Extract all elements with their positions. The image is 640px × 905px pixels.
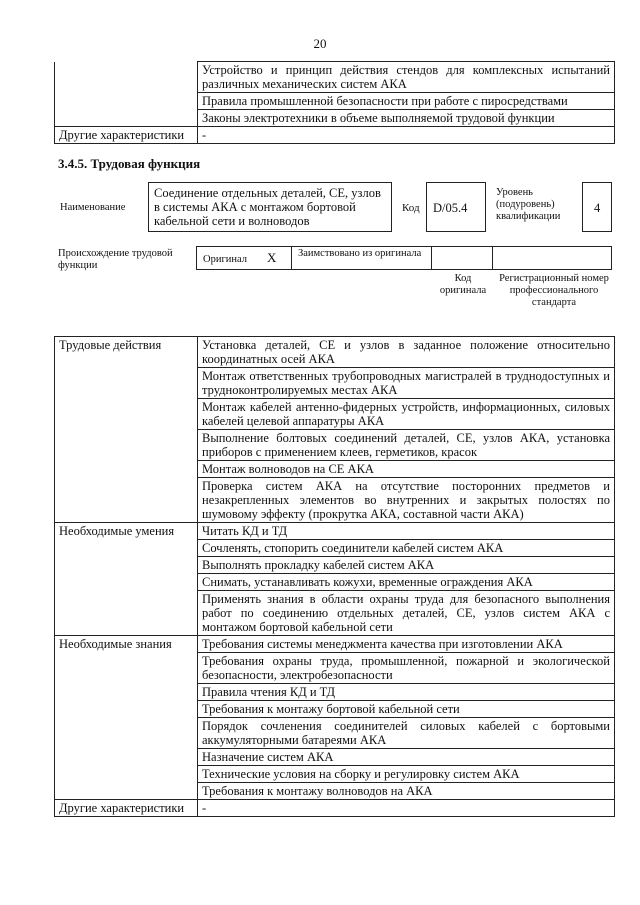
item-text: Монтаж кабелей антенно-фидерных устройств, информационных, силовых кабелей целевой аппаратуры АКА <box>198 399 615 430</box>
origin-label: Происхождение трудовой функции <box>58 248 173 271</box>
item-text: Требования к монтажу волноводов на АКА <box>198 783 615 800</box>
name-label: Наименование <box>60 202 126 213</box>
row-label <box>55 62 198 93</box>
group-label: Необходимые умения <box>55 523 198 636</box>
group-label: Трудовые действия <box>55 337 198 523</box>
original-label: Оригинал <box>203 254 247 265</box>
page-number: 20 <box>313 36 327 51</box>
table-row <box>55 127 615 144</box>
item-text: Технические условия на сборку и регулировку систем АКА <box>198 766 615 783</box>
top-table <box>54 61 615 144</box>
code-label: Код <box>402 202 420 214</box>
reg-number-caption: Регистрационный номер профессионального стандарта <box>499 273 609 308</box>
borrowed-label: Заимствовано из оригинала <box>298 248 422 259</box>
item-text: Требования охраны труда, промышленной, пожарной и экологической безопасности, электробезопасности <box>198 653 615 684</box>
item-text: Проверка систем АКА на отсутствие посторонних предметов и незакрепленных элементов во внутренних и закрытых полостях по шумовому эффекту (прокрутка АКА, составной части АКА) <box>198 478 615 523</box>
item-text: Выполнение болтовых соединений деталей, СЕ, узлов АКА, установка приборов с применением клеев, герметиков, красок <box>198 430 615 461</box>
row-text: Правила промышленной безопасности при работе с пиросредствами <box>198 93 615 110</box>
item-text: Выполнять прокладку кабелей систем АКА <box>198 557 615 574</box>
row-text: Устройство и принцип действия стендов для комплексных испытаний различных механических систем АКА <box>198 62 615 93</box>
item-text: Порядок сочленения соединителей силовых кабелей с бортовыми аккумуляторными батареями АКА <box>198 718 615 749</box>
group-label: Другие характеристики <box>55 800 198 817</box>
table-row <box>55 62 615 93</box>
level-label: Уровень (подуровень) квалификации <box>496 187 561 222</box>
item-text: Читать КД и ТД <box>198 523 615 540</box>
item-text: Снимать, устанавливать кожухи, временные ограждения АКА <box>198 574 615 591</box>
row-label: Другие характеристики <box>55 127 198 144</box>
item-text: - <box>198 800 615 817</box>
item-text: Установка деталей, СЕ и узлов в заданное положение относительно координатных осей АКА <box>198 337 615 368</box>
level-value: 4 <box>594 201 601 215</box>
row-text: - <box>198 127 615 144</box>
table-row <box>55 110 615 127</box>
row-label <box>55 93 198 110</box>
item-text: Применять знания в области охраны труда для безопасного выполнения работ по соединению отдельных деталей, СЕ, узлов систем АКА с монтажом бортовой кабельной сети <box>198 591 615 636</box>
item-text: Требования к монтажу бортовой кабельной сети <box>198 701 615 718</box>
original-box <box>196 246 292 270</box>
row-text: Законы электротехники в объеме выполняемой трудовой функции <box>198 110 615 127</box>
item-text: Правила чтения КД и ТД <box>198 684 615 701</box>
row-label <box>55 110 198 127</box>
table-row <box>55 800 615 817</box>
item-text: Монтаж ответственных трубопроводных магистралей в труднодоступных и трудноконтролируемых местах АКА <box>198 368 615 399</box>
item-text: Сочленять, стопорить соединители кабелей систем АКА <box>198 540 615 557</box>
name-value: Соединение отдельных деталей, СЕ, узлов в системы АКА с монтажом бортовой кабельной сети и волноводов <box>154 186 381 228</box>
level-box <box>582 182 612 232</box>
table-row <box>55 523 615 540</box>
section-heading: 3.4.5. Трудовая функция <box>58 156 201 171</box>
borrowed-box <box>291 246 432 270</box>
original-mark: X <box>267 250 277 265</box>
table-row <box>55 636 615 653</box>
item-text: Требования системы менеджмента качества при изготовлении АКА <box>198 636 615 653</box>
origin-code-box <box>431 246 493 270</box>
origin-code-caption: Код оригинала <box>439 273 487 296</box>
item-text: Монтаж волноводов на СЕ АКА <box>198 461 615 478</box>
table-row <box>55 337 615 368</box>
main-table <box>54 336 615 817</box>
group-label: Необходимые знания <box>55 636 198 800</box>
code-box <box>426 182 486 232</box>
item-text: Назначение систем АКА <box>198 749 615 766</box>
code-value: D/05.4 <box>433 201 468 215</box>
reg-number-box <box>492 246 612 270</box>
name-box <box>148 182 392 232</box>
table-row <box>55 93 615 110</box>
